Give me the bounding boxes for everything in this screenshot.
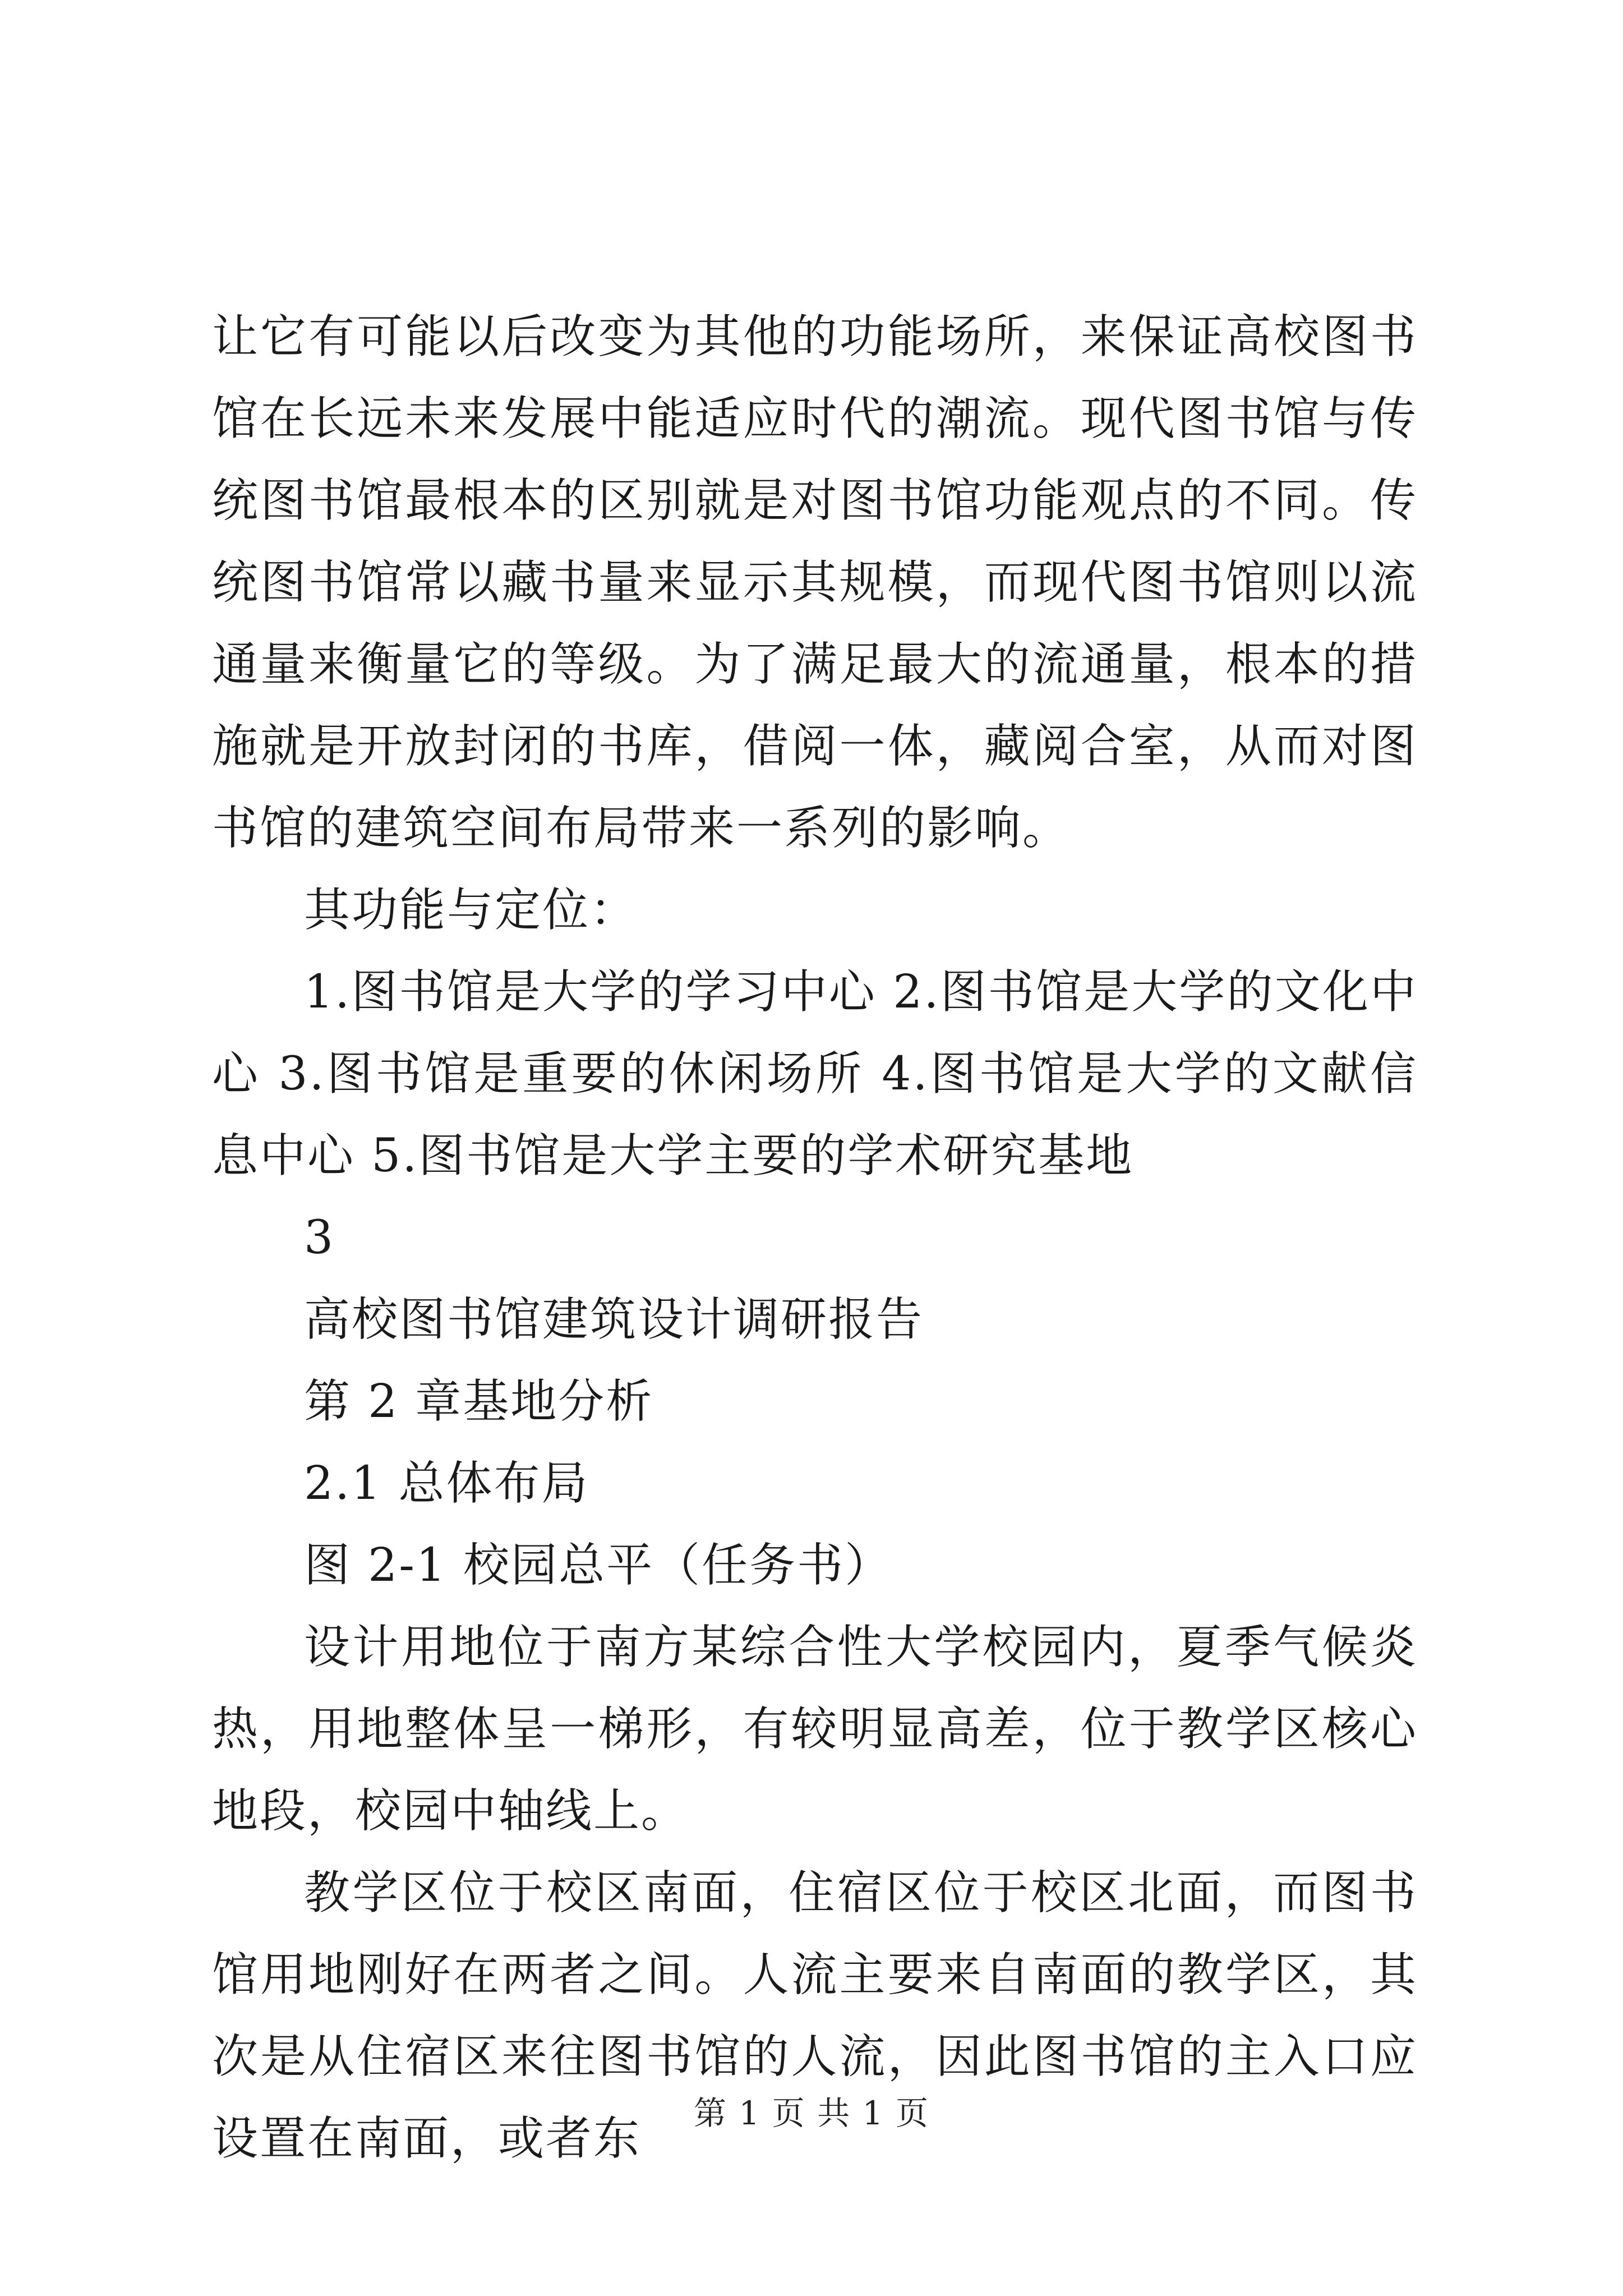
page-number-marker: 3 — [304, 1211, 335, 1264]
paragraph-site-circulation: 教学区位于校区南面，住宿区位于校区北面，而图书馆用地刚好在两者之间。人流主要来自南面的教学区，其次是从住宿区来往图书馆的人流，因此图书馆的主入口应设置在南面，或者东 — [212, 1866, 1418, 2165]
paragraph-function-positioning-heading: 其功能与定位： — [304, 884, 638, 937]
paragraph-site-description: 设计用地位于南方某综合性大学校园内，夏季气候炎热，用地整体呈一梯形，有较明显高差，位于教学区核心地段，校园中轴线上。 — [212, 1621, 1418, 1838]
chapter-heading: 第 2 章基地分析 — [304, 1375, 654, 1428]
report-title: 高校图书馆建筑设计调研报告 — [304, 1293, 924, 1346]
document-body — [212, 296, 1418, 2180]
page-footer: 第 1 页 共 1 页 — [694, 2094, 929, 2132]
paragraph-function-list: 1.图书馆是大学的学习中心 2.图书馆是大学的文化中心 3.图书馆是重要的休闲场所 4.图书馆是大学的文献信息中心 5.图书馆是大学主要的学术研究基地 — [212, 965, 1418, 1182]
paragraph-library-function-change: 让它有可能以后改变为其他的功能场所，来保证高校图书馆在长远未来发展中能适应时代的潮流。现代图书馆与传统图书馆最根本的区别就是对图书馆功能观点的不同。传统图书馆常以藏书量来显示其规模，而现代图书馆则以流通量来衡量它的等级。为了满足最大的流通量，根本的措施就是开放封闭的书库，借阅一体，藏阅合室，从而对图书馆的建筑空间布局带来一系列的影响。 — [212, 310, 1418, 855]
section-heading: 2.1 总体布局 — [304, 1457, 589, 1510]
figure-caption: 图 2-1 校园总平（任务书） — [304, 1539, 893, 1592]
